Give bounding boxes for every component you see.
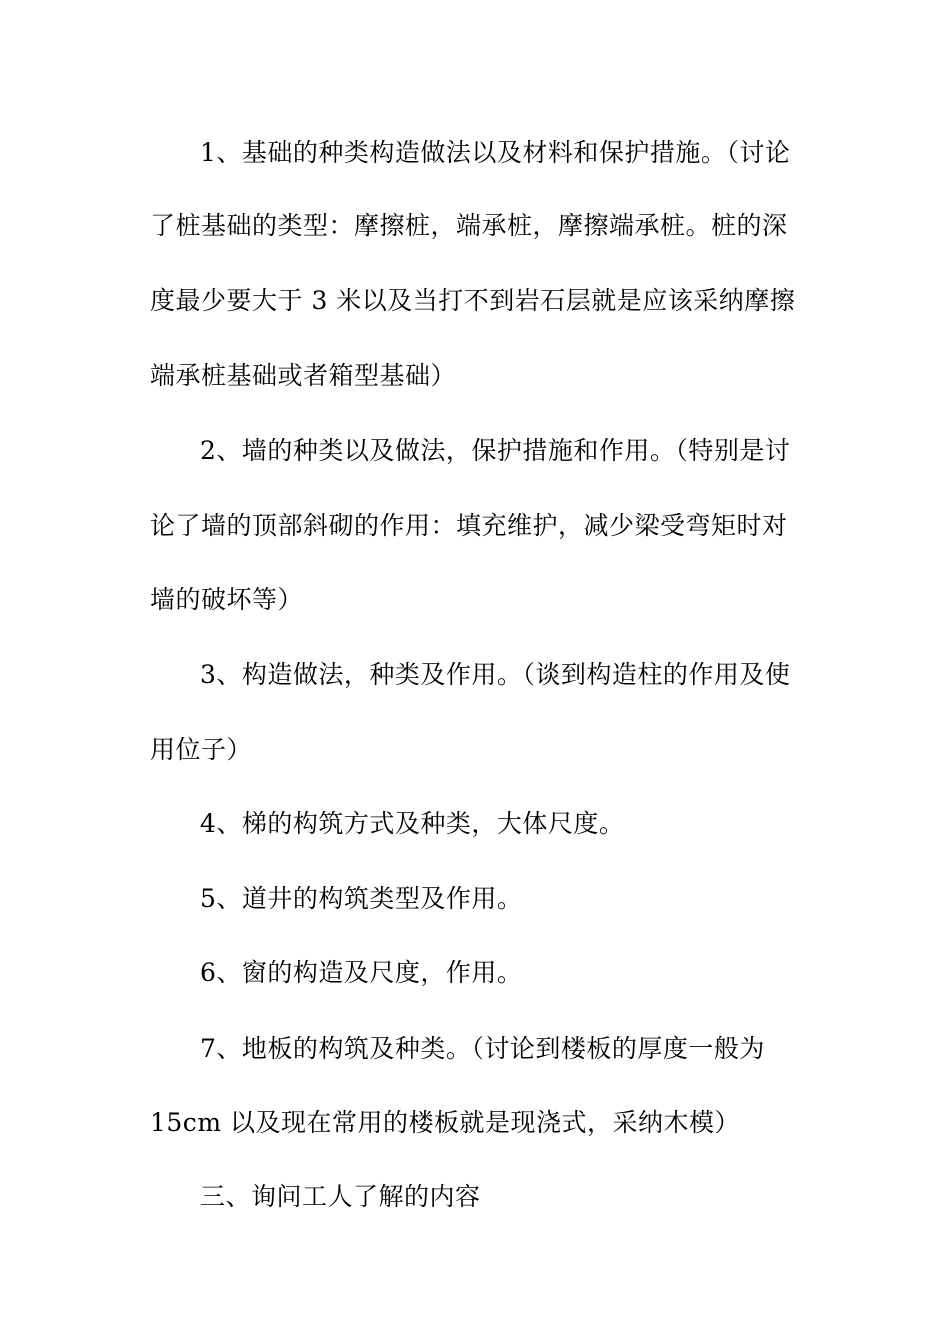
item-7-line-1: 7、地板的构筑及种类。（讨论到楼板的厚度一般为: [200, 1034, 765, 1063]
item-1-line-1: 1、基础的种类构造做法以及材料和保护措施。（讨论: [200, 138, 791, 167]
item-1-line-2: 了桩基础的类型：摩擦桩，端承桩，摩擦端承桩。桩的深: [150, 211, 788, 240]
item-2-line-2: 论了墙的顶部斜砌的作用：填充维护，减少梁受弯矩时对: [150, 511, 788, 540]
item-1-line-3: 度最少要大于 3 米以及当打不到岩石层就是应该采纳摩擦: [150, 286, 796, 315]
item-3-line-2: 用位子）: [150, 735, 253, 764]
item-6-line: 6、窗的构造及尺度，作用。: [200, 958, 523, 987]
item-3-line-1: 3、构造做法，种类及作用。（谈到构造柱的作用及使: [200, 660, 791, 689]
section-3-heading: 三、询问工人了解的内容: [200, 1182, 481, 1211]
item-4-line: 4、梯的构筑方式及种类，大体尺度。: [200, 809, 625, 838]
item-2-line-3: 墙的破坏等）: [150, 585, 304, 614]
item-5-line: 5、道井的构筑类型及作用。: [200, 884, 523, 913]
item-1-line-4: 端承桩基础或者箱型基础）: [150, 361, 457, 390]
item-7-line-2: 15cm 以及现在常用的楼板就是现浇式，采纳木模）: [150, 1108, 740, 1137]
item-2-line-1: 2、墙的种类以及做法，保护措施和作用。（特别是讨: [200, 436, 791, 465]
